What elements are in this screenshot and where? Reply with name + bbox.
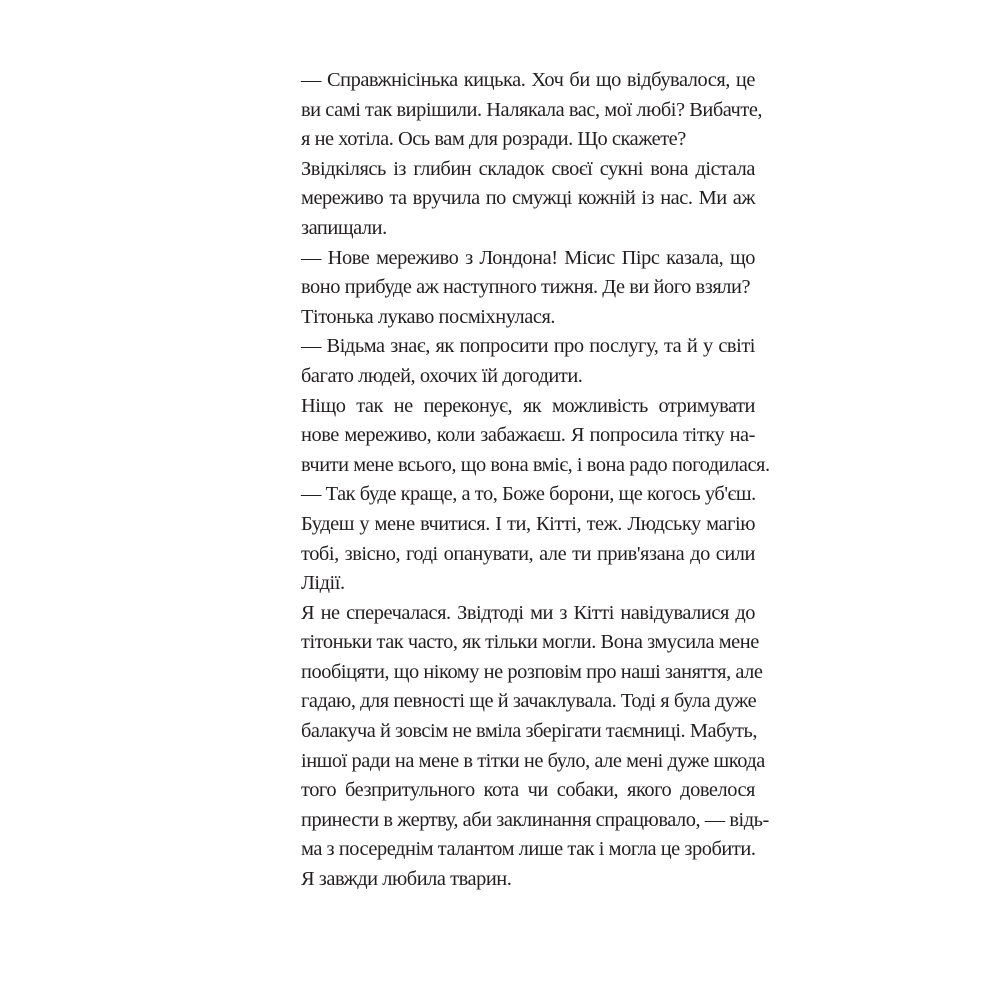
text-line: воно прибуде аж наступного тижня. Де ви його взяли? (301, 276, 751, 299)
text-line: вчити мене всього, що вона вміє, і вона радо погодилася. (301, 453, 770, 476)
text-line: балакуча й зовсім не вміла зберігати таємниці. Мабуть, (301, 720, 757, 743)
text-line: Я не сперечалася. Звідтоді ми з Кітті навідувалися до (301, 601, 755, 624)
text-line: Тітонька лукаво посміхнулася. (301, 305, 556, 328)
text-line: іншої ради на мене в тітки не було, але мені дуже шкода (301, 749, 765, 772)
text-line: пообіцяти, що нікому не розповім про наші заняття, але (301, 660, 763, 683)
text-line: — Так буде краще, а то, Боже борони, ще когось уб'єш. (301, 483, 756, 506)
text-line: я не хотіла. Ось вам для розради. Що скажете? (301, 128, 686, 151)
paragraph (274, 66, 763, 155)
text-line: ви самі так вирішили. Налякала вас, мої любі? Вибачте, (301, 98, 763, 121)
text-line: того безпритульного кота чи собаки, якого довелося (301, 779, 755, 802)
paragraph (274, 332, 755, 391)
paragraph (274, 303, 755, 333)
text-line: гадаю, для певності ще й зачаклувала. Тоді я була дуже (301, 690, 757, 713)
text-line: Ніщо так не переконує, як можливість отримувати (301, 394, 755, 417)
text-line: — Відьма знає, як попросити про послугу, та й у світі (301, 335, 755, 358)
text-line: тобі, звісно, годі опанувати, але ти прив'язана до сили (301, 542, 755, 565)
text-line: багато людей, охочих їй догодити. (301, 364, 583, 387)
text-line: — Нове мереживо з Лондона! Місис Пірс казала, що (301, 246, 755, 269)
text-line: — Справжнісінька кицька. Хоч би що відбувалося, це (301, 69, 755, 91)
text-line: Я завжди любила тварин. (301, 868, 512, 891)
text-line: мереживо та вручила по смужці кожній із нас. Ми аж (301, 187, 755, 210)
text-line: запищали. (301, 216, 387, 239)
text-line: Лідії. (301, 572, 345, 595)
text-line: ма з посереднім талантом лише так і могла це зробити. (301, 838, 756, 861)
book-page-text (274, 66, 770, 895)
paragraph (274, 392, 770, 481)
text-line: Звідкілясь із глибин складок своєї сукні вона дістала (301, 157, 755, 180)
text-line: тітоньки так часто, як тільки могли. Вона змусила мене (301, 631, 759, 654)
text-line: нове мереживо, коли забажаєш. Я попросила тітку на- (301, 424, 755, 447)
paragraph (274, 155, 755, 244)
paragraph (274, 480, 755, 598)
paragraph (274, 244, 755, 303)
text-line: Будеш у мене вчитися. І ти, Кітті, теж. Людську магію (301, 512, 755, 535)
text-line: принести в жертву, аби заклинання спрацювало, — відь- (301, 808, 769, 831)
paragraph (274, 599, 769, 895)
